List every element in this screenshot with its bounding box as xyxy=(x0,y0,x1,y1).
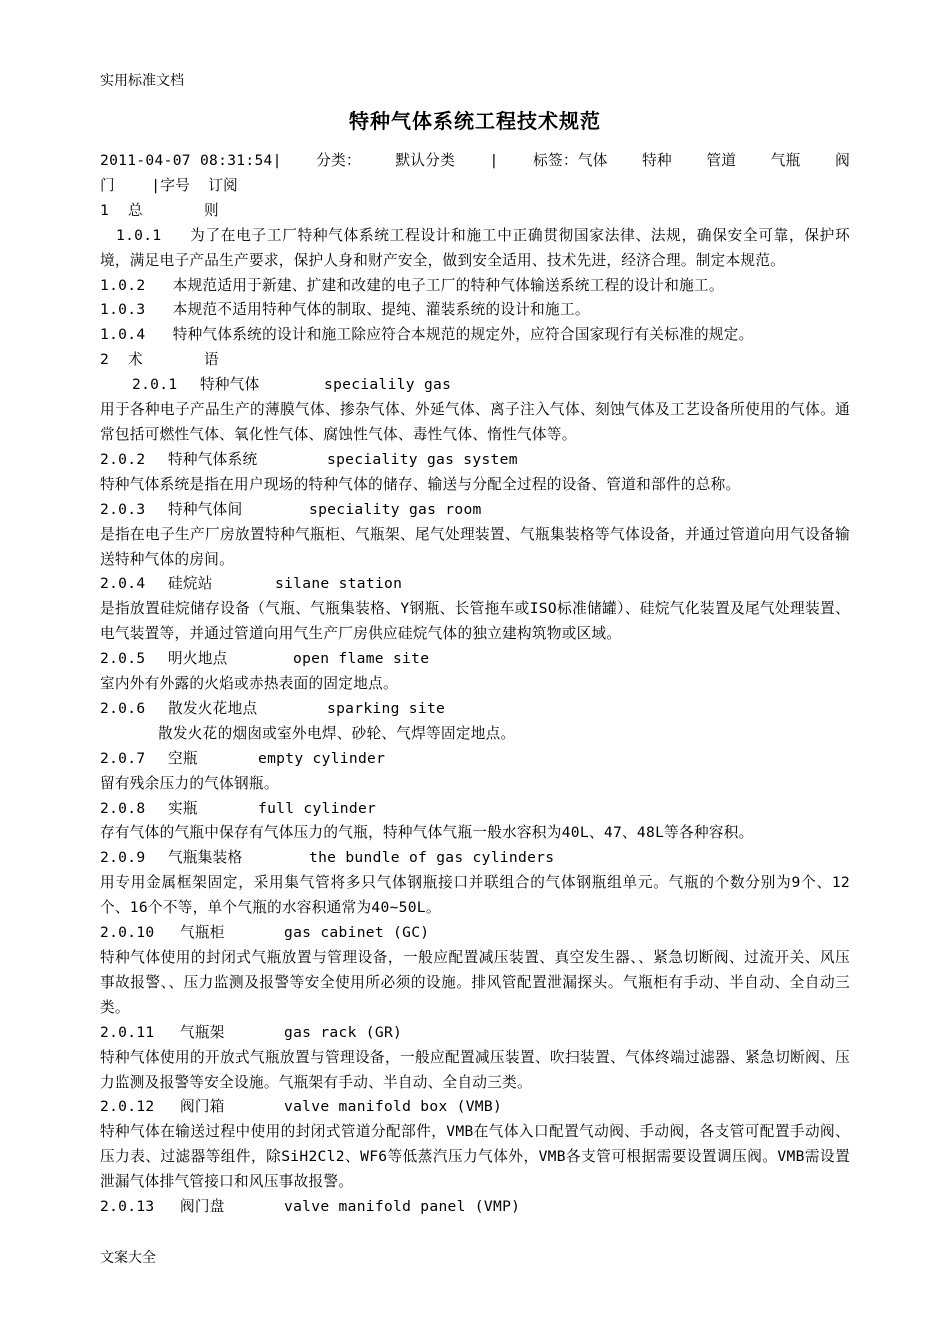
tag-link[interactable]: 特种 xyxy=(642,152,672,169)
term-name-zh: 硅烷站 xyxy=(168,575,213,593)
chapter-heading xyxy=(100,199,850,224)
clause-text: 本规范适用于新建、扩建和改建的电子工厂的特种气体输送系统工程的设计和施工。 xyxy=(172,276,724,294)
term-heading xyxy=(100,797,850,822)
term-number: 2.0.2 xyxy=(100,450,146,468)
term-definition: 是指放置硅烷储存设备（气瓶、气瓶集装格、Y钢瓶、长管拖车或ISO标准储罐）、硅烷气化装置及尾气处理装置、电气装置等，并通过管道向用气生产厂房供应硅烷气体的独立建构筑物或区域。 xyxy=(100,600,850,643)
tag-link[interactable]: 管道 xyxy=(706,152,737,169)
term-definition: 特种气体系统是指在用户现场的特种气体的储存、输送与分配全过程的设备、管道和部件的总称。 xyxy=(100,475,741,493)
chapter-title-part: 语 xyxy=(204,351,219,369)
term-definition: 特种气体使用的开放式气瓶放置与管理设备，一般应配置减压装置、吹扫装置、气体终端过滤器、紧急切断阀、压力监测及报警等安全设施。气瓶架有手动、半自动、全自动三类。 xyxy=(100,1048,850,1091)
category-label: 分类： xyxy=(316,152,361,169)
term-number: 2.0.8 xyxy=(100,799,146,817)
clause xyxy=(100,274,850,299)
term-heading xyxy=(100,1021,850,1046)
clause-text: 特种气体系统的设计和施工除应符合本规范的规定外，应符合国家现行有关标准的规定。 xyxy=(172,326,754,344)
tag-link[interactable]: 气瓶 xyxy=(770,152,801,169)
term-definition: 是指在电子生产厂房放置特种气瓶柜、气瓶架、尾气处理装置、气瓶集装格等气体设备，并通过管道向用气设备输送特种气体的房间。 xyxy=(100,525,850,568)
term-name-zh: 特种气体 xyxy=(200,376,260,394)
term-heading xyxy=(100,572,850,597)
chapter-number: 2 xyxy=(100,351,110,369)
meta-separator: | xyxy=(489,152,499,169)
post-meta-line-2: 门 |字号 订阅 xyxy=(100,176,239,194)
document-title: 特种气体系统工程技术规范 xyxy=(349,109,601,133)
term-name-zh: 特种气体间 xyxy=(168,500,243,518)
term-name-zh: 气瓶架 xyxy=(180,1023,225,1041)
term-number: 2.0.3 xyxy=(100,500,146,518)
page-footer-note: 文案大全 xyxy=(100,1250,156,1266)
term-number: 2.0.1 xyxy=(132,376,178,394)
term-name-zh: 散发火花地点 xyxy=(168,699,258,717)
term-name-en: speciality gas system xyxy=(327,450,518,468)
term-name-zh: 气瓶集装格 xyxy=(168,849,243,867)
term-name-zh: 空瓶 xyxy=(168,749,198,767)
term-name-zh: 实瓶 xyxy=(168,799,198,817)
term-definition: 室内外有外露的火焰或赤热表面的固定地点。 xyxy=(100,675,398,693)
term-definition: 散发火花的烟囱或室外电焊、砂轮、气焊等固定地点。 xyxy=(158,724,516,742)
term-name-en: empty cylinder xyxy=(258,749,386,767)
post-meta-line xyxy=(100,149,850,174)
term-name-zh: 气瓶柜 xyxy=(180,924,225,942)
term-list xyxy=(100,373,850,1220)
term-name-en: valve manifold panel (VMP) xyxy=(284,1198,521,1216)
term-heading xyxy=(100,1195,850,1220)
term-number: 2.0.12 xyxy=(100,1098,155,1116)
chapter-number: 1 xyxy=(100,201,110,219)
clause xyxy=(100,323,850,348)
term-name-en: sparking site xyxy=(327,699,446,717)
term-definition: 用专用金属框架固定，采用集气管将多只气体钢瓶接口并联组合的气体钢瓶组单元。气瓶的个数分别为9个、12个、16个不等，单个气瓶的水容积通常为40~50L。 xyxy=(100,874,850,917)
term-heading xyxy=(100,846,850,871)
term-name-zh: 阀门盘 xyxy=(180,1198,225,1216)
term-definition: 存有气体的气瓶中保存有气体压力的气瓶，特种气体气瓶一般水容积为40L、47、48L等各种容积。 xyxy=(100,824,754,842)
clause-number: 1.0.1 xyxy=(116,226,162,244)
term-heading xyxy=(100,1095,850,1120)
term-name-zh: 特种气体系统 xyxy=(168,450,258,468)
clause-text: 本规范不适用特种气体的制取、提纯、灌装系统的设计和施工。 xyxy=(172,301,590,319)
term-name-en: valve manifold box (VMB) xyxy=(284,1098,503,1116)
term-number: 2.0.10 xyxy=(100,924,155,942)
chapter-heading xyxy=(100,348,850,373)
term-number: 2.0.13 xyxy=(100,1198,155,1216)
term-definition: 特种气体在输送过程中使用的封闭式管道分配部件，VMB在气体入口配置气动阀、手动阀，各支管可配置手动阀、压力表、过滤器等组件，除SiH2Cl2、WF6等低蒸汽压力气体外，VMB各支管可根据需要设置调压阀。VMB需设置泄漏气体排气管接口和风压事故报警。 xyxy=(100,1123,850,1191)
tag-link[interactable]: 阀 xyxy=(835,152,850,169)
term-definition: 用于各种电子产品生产的薄膜气体、掺杂气体、外延气体、离子注入气体、刻蚀气体及工艺设备所使用的气体。通常包括可燃性气体、氧化性气体、腐蚀性气体、毒性气体、惰性气体等。 xyxy=(100,401,850,443)
term-heading xyxy=(100,373,850,398)
chapter-title-part: 则 xyxy=(204,201,219,219)
tags-label[interactable]: 标签：气体 xyxy=(533,152,608,169)
term-heading xyxy=(100,697,850,722)
term-name-en: silane station xyxy=(275,575,403,593)
clause-number: 1.0.4 xyxy=(100,326,146,344)
term-name-en: full cylinder xyxy=(258,799,377,817)
term-name-en: open flame site xyxy=(293,650,430,668)
chapter-title-part: 术 xyxy=(128,351,143,369)
term-heading xyxy=(100,448,850,473)
term-number: 2.0.6 xyxy=(100,699,146,717)
term-name-en: speciality gas room xyxy=(309,500,482,518)
clause xyxy=(100,298,850,323)
term-definition: 特种气体使用的封闭式气瓶放置与管理设备，一般应配置减压装置、真空发生器、、紧急切断阀、过流开关、风压事故报警、、压力监测及报警等安全使用所必须的设施。排风管配置泄漏探头。气瓶柜有手动、半自动、全自动三类。 xyxy=(100,949,850,1016)
document-body xyxy=(100,149,850,1220)
clause-text: 为了在电子工厂特种气体系统工程设计和施工中正确贯彻国家法律、法规，确保安全可靠，保护环境，满足电子产品生产要求，保护人身和财产安全，做到安全适用、技术先进，经济合理。制定本规范。 xyxy=(100,226,850,269)
term-name-zh: 阀门箱 xyxy=(180,1098,225,1116)
term-name-en: gas rack (GR) xyxy=(284,1023,403,1041)
term-heading xyxy=(100,921,850,946)
clause-number: 1.0.2 xyxy=(100,276,146,294)
term-number: 2.0.11 xyxy=(100,1023,155,1041)
chapter-title-part: 总 xyxy=(128,201,143,219)
term-name-en: specialily gas xyxy=(324,376,452,394)
term-number: 2.0.4 xyxy=(100,575,146,593)
term-number: 2.0.5 xyxy=(100,650,146,668)
term-definition: 留有残余压力的气体钢瓶。 xyxy=(100,774,279,792)
category-link[interactable]: 默认分类 xyxy=(395,152,456,169)
post-datetime: 2011-04-07 08:31:54| xyxy=(100,152,282,169)
clause xyxy=(100,224,850,274)
term-number: 2.0.9 xyxy=(100,849,146,867)
term-number: 2.0.7 xyxy=(100,749,146,767)
term-heading xyxy=(100,498,850,523)
term-name-en: gas cabinet (GC) xyxy=(284,924,430,942)
page-header-note: 实用标准文档 xyxy=(100,73,184,89)
term-name-zh: 明火地点 xyxy=(168,650,228,668)
term-heading xyxy=(100,647,850,672)
clause-number: 1.0.3 xyxy=(100,301,146,319)
term-heading xyxy=(100,747,850,772)
term-name-en: the bundle of gas cylinders xyxy=(309,849,555,867)
